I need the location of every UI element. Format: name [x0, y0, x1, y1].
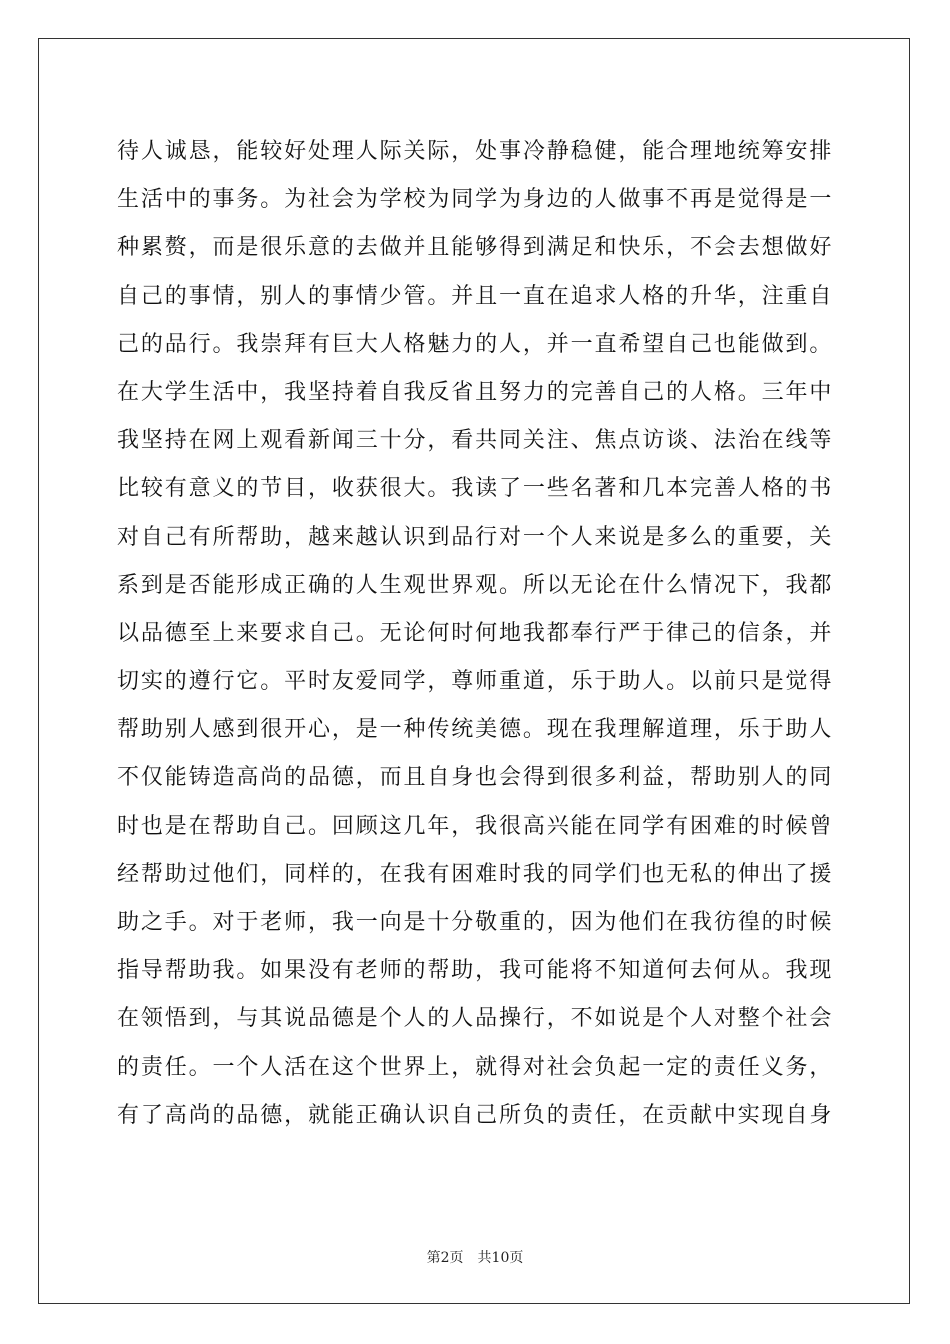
- paragraph-line: 经帮助过他们，同样的，在我有困难时我的同学们也无私的伸出了援: [117, 861, 833, 887]
- paragraph-line: 对自己有所帮助，越来越认识到品行对一个人来说是多么的重要，关: [117, 524, 833, 550]
- document-body: [117, 128, 833, 1140]
- paragraph-line: 比较有意义的节目，收获很大。我读了一些名著和几本完善人格的书: [117, 476, 833, 502]
- paragraph-line: 在领悟到，与其说品德是个人的人品操行，不如说是个人对整个社会: [117, 1006, 833, 1032]
- paragraph-line: 切实的遵行它。平时友爱同学，尊师重道，乐于助人。以前只是觉得: [117, 669, 833, 695]
- paragraph-line: 我坚持在网上观看新闻三十分，看共同关注、焦点访谈、法治在线等: [117, 428, 833, 454]
- paragraph-line: 时也是在帮助自己。回顾这几年，我很高兴能在同学有困难的时候曾: [117, 813, 833, 839]
- paragraph-line: 以品德至上来要求自己。无论何时何地我都奉行严于律己的信条，并: [117, 620, 833, 646]
- total-pages-label: 共10页: [477, 1250, 524, 1266]
- current-page-label: 第2页: [426, 1250, 464, 1266]
- paragraph-line: 帮助别人感到很开心，是一种传统美德。现在我理解道理，乐于助人: [117, 717, 833, 743]
- paragraph-line: 待人诚恳，能较好处理人际关际，处事冷静稳健，能合理地统筹安排: [117, 139, 833, 164]
- paragraph-line: 种累赘，而是很乐意的去做并且能够得到满足和快乐，不会去想做好: [117, 235, 833, 261]
- paragraph-line: 助之手。对于老师，我一向是十分敬重的，因为他们在我彷徨的时候: [117, 910, 833, 935]
- paragraph-line: 指导帮助我。如果没有老师的帮助，我可能将不知道何去何从。我现: [117, 958, 833, 984]
- paragraph-line: 自己的事情，别人的事情少管。并且一直在追求人格的升华，注重自: [117, 283, 833, 309]
- page-footer: [0, 1248, 950, 1268]
- paragraph-line: 的责任。一个人活在这个世界上，就得对社会负起一定的责任义务，: [117, 1054, 833, 1080]
- paragraph-line: 在大学生活中，我坚持着自我反省且努力的完善自己的人格。三年中: [117, 379, 833, 405]
- paragraph-line: 己的品行。我崇拜有巨大人格魅力的人，并一直希望自己也能做到。: [117, 331, 833, 357]
- paragraph-line: 不仅能铸造高尚的品德，而且自身也会得到很多利益，帮助别人的同: [117, 765, 833, 791]
- paragraph-line: 生活中的事务。为社会为学校为同学为身边的人做事不再是觉得是一: [117, 187, 833, 213]
- paragraph-line: 系到是否能形成正确的人生观世界观。所以无论在什么情况下，我都: [117, 572, 833, 598]
- paragraph-line: 有了高尚的品德，就能正确认识自己所负的责任，在贡献中实现自身: [117, 1102, 833, 1128]
